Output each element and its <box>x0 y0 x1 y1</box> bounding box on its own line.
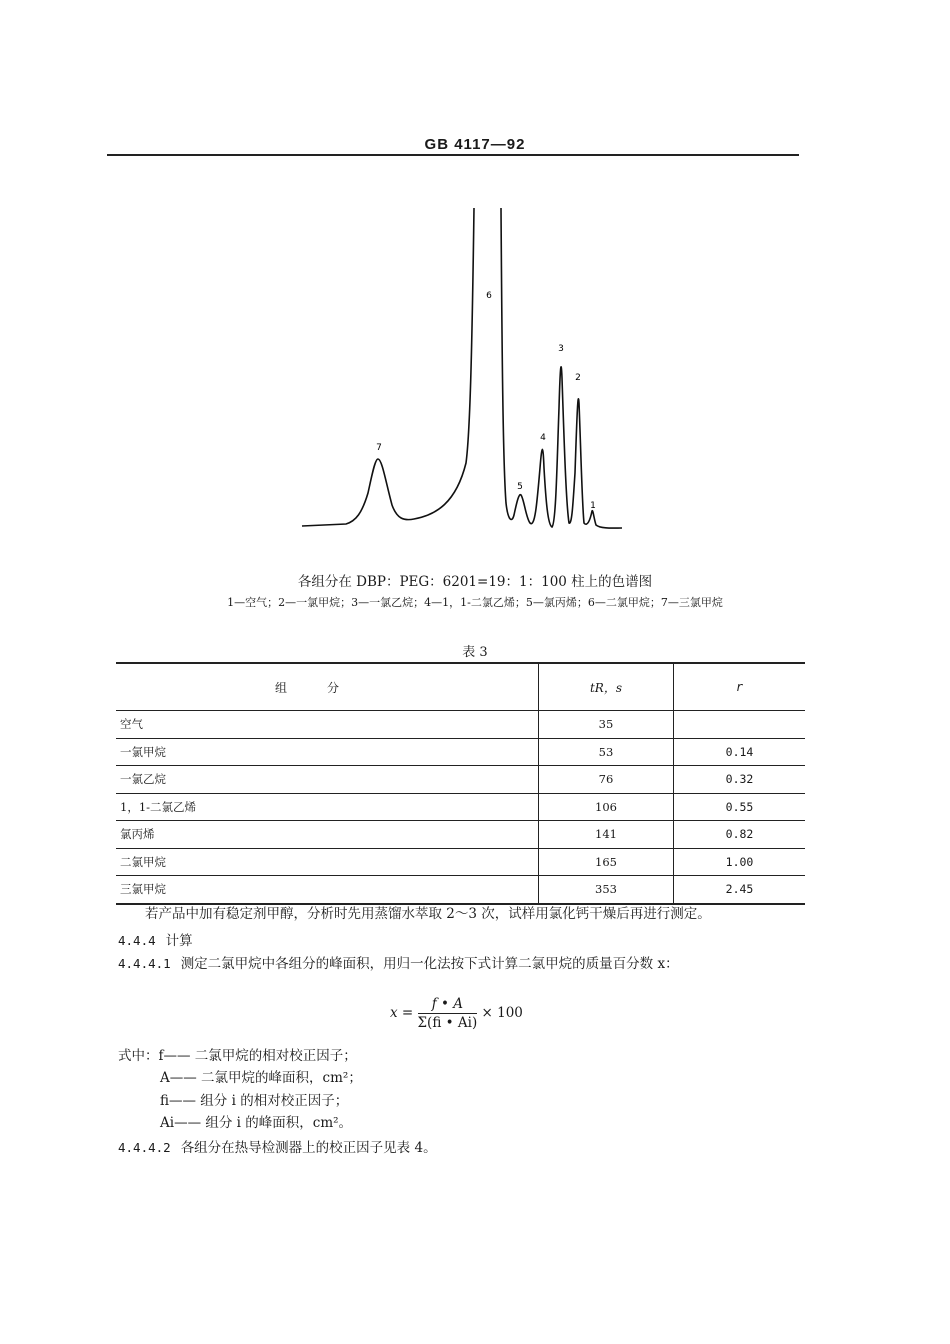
where-line-f: 式中：f—— 二氯甲烷的相对校正因子； <box>118 1048 357 1064</box>
document-header: GB 4117—92 <box>424 136 526 153</box>
where-line-A: A—— 二氯甲烷的峰面积，cm²； <box>160 1070 362 1086</box>
peak-label-2: 2 <box>575 373 581 383</box>
section-4-4-4-2 <box>118 1136 437 1156</box>
cell-r: 0.82 <box>674 821 806 849</box>
table-row <box>116 793 805 821</box>
cell-tr: 35 <box>539 711 674 739</box>
cell-r: 0.32 <box>674 766 806 794</box>
header-component: 组分 <box>116 663 539 711</box>
cell-r: 0.14 <box>674 738 806 766</box>
formula-numerator: f • A <box>418 996 478 1014</box>
cell-tr: 353 <box>539 876 674 904</box>
where-line-Ai: Ai—— 组分 i 的峰面积，cm²。 <box>160 1115 353 1131</box>
cell-tr: 141 <box>539 821 674 849</box>
table-row <box>116 821 805 849</box>
peak-label-3: 3 <box>558 344 564 354</box>
cell-component: 氯丙烯 <box>116 821 539 849</box>
cell-tr: 53 <box>539 738 674 766</box>
peak-label-7: 7 <box>376 443 382 453</box>
table-row <box>116 848 805 876</box>
section-4-4-4 <box>118 929 193 949</box>
section-number: 4.4.4.2 <box>118 1140 171 1155</box>
peak-label-5: 5 <box>517 482 523 492</box>
peak-label-6: 6 <box>486 291 492 301</box>
formula-lhs: x = <box>390 1005 414 1021</box>
formula-rhs: × 100 <box>481 1005 523 1021</box>
section-text: 测定二氯甲烷中各组分的峰面积，用归一化法按下式计算二氯甲烷的质量百分数 x： <box>180 956 679 972</box>
cell-tr: 106 <box>539 793 674 821</box>
figure-legend: 1—空气；2—一氯甲烷；3—一氯乙烷；4—1，1-二氯乙烯；5—氯丙烯；6—二氯甲烷；7—三氯甲烷 <box>227 596 723 609</box>
table-row <box>116 876 805 904</box>
figure-caption: 各组分在 DBP：PEG：6201=19：1：100 柱上的色谱图 <box>297 574 653 590</box>
cell-component: 1，1-二氯乙烯 <box>116 793 539 821</box>
cell-component: 空气 <box>116 711 539 739</box>
mass-percent-formula <box>390 996 523 1031</box>
where-line-fi: fi—— 组分 i 的相对校正因子； <box>160 1093 349 1109</box>
table-header-row <box>116 663 805 711</box>
cell-r <box>674 711 806 739</box>
table-row <box>116 711 805 739</box>
stabilizer-paragraph: 若产品中加有稳定剂甲醇，分析时先用蒸馏水萃取 2～3 次，试样用氯化钙干燥后再进行测定。 <box>145 906 711 922</box>
section-text: 各组分在热导检测器上的校正因子见表 4。 <box>180 1140 437 1156</box>
table-row <box>116 738 805 766</box>
header-rule <box>107 154 799 156</box>
formula-fraction <box>418 996 478 1031</box>
chromatogram-trace <box>302 208 622 528</box>
header-retention-time: tR，s <box>539 663 674 711</box>
section-number: 4.4.4.1 <box>118 956 171 971</box>
chromatogram-figure <box>296 203 636 543</box>
table-title: 表 3 <box>462 645 488 660</box>
header-r: r <box>674 663 806 711</box>
cell-component: 二氯甲烷 <box>116 848 539 876</box>
peak-label-1: 1 <box>590 501 596 511</box>
cell-component: 三氯甲烷 <box>116 876 539 904</box>
formula-denominator: Σ(fi • Ai) <box>417 1015 478 1031</box>
cell-component: 一氯乙烷 <box>116 766 539 794</box>
retention-table <box>116 662 805 905</box>
cell-tr: 165 <box>539 848 674 876</box>
table-row <box>116 766 805 794</box>
cell-component: 一氯甲烷 <box>116 738 539 766</box>
section-number: 4.4.4 <box>118 933 156 948</box>
cell-r: 1.00 <box>674 848 806 876</box>
section-title: 计算 <box>165 933 193 949</box>
peak-label-4: 4 <box>540 433 546 443</box>
section-4-4-4-1 <box>118 952 679 972</box>
cell-r: 0.55 <box>674 793 806 821</box>
cell-r: 2.45 <box>674 876 806 904</box>
cell-tr: 76 <box>539 766 674 794</box>
